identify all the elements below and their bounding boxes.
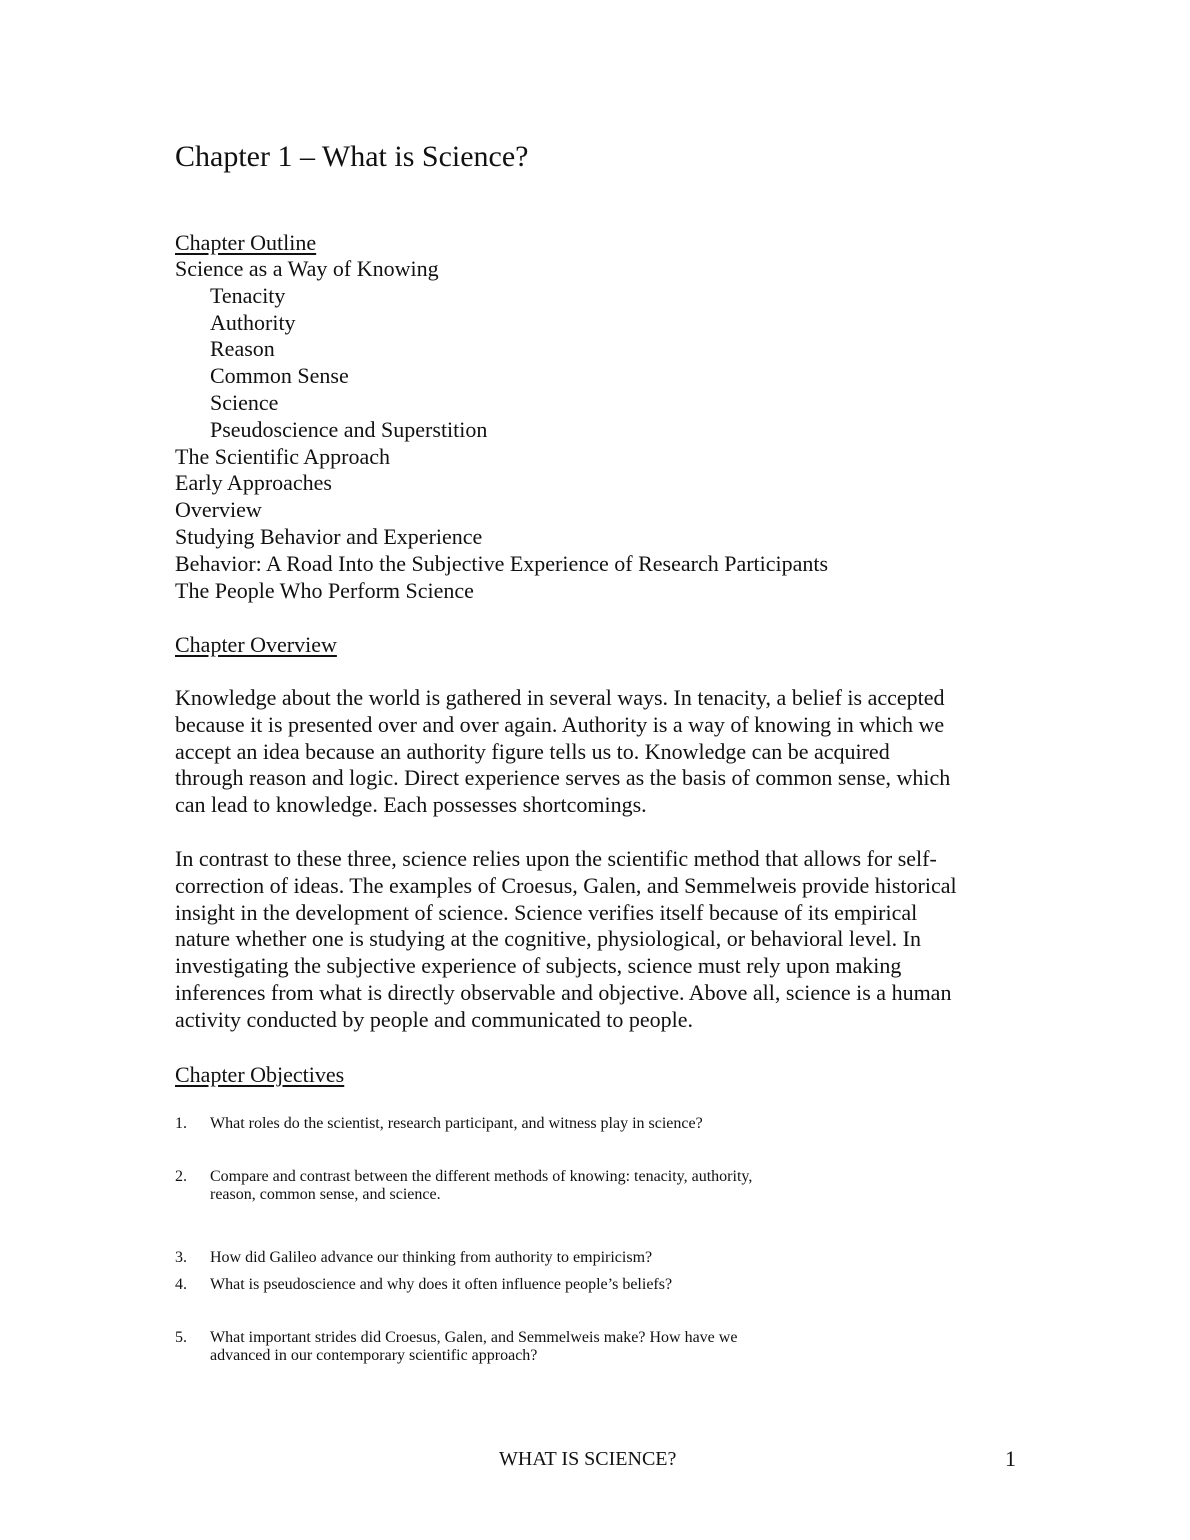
objective-item: [175, 1168, 1025, 1204]
outline-subitem: Pseudoscience and Superstition: [210, 416, 488, 442]
objective-item: [175, 1329, 1025, 1365]
outline-item: Behavior: A Road Into the Subjective Experience of Research Participants: [175, 550, 829, 576]
outline-subitem: Reason: [210, 336, 275, 362]
chapter-outline-list: [175, 256, 828, 604]
objective-number: 2.: [175, 1168, 187, 1185]
objective-line: How did Galileo advance our thinking from authority to empiricism?: [210, 1249, 653, 1266]
paragraph-line: In contrast to these three, science relies upon the scientific method that allows for self-: [175, 846, 937, 871]
overview-paragraph-2: [175, 846, 1020, 1034]
paragraph-line: inferences from what is directly observable and objective. Above all, science is a human: [175, 979, 952, 1005]
page-number: 1: [1005, 1446, 1016, 1471]
outline-item: Studying Behavior and Experience: [175, 523, 483, 549]
objective-text: [175, 1329, 1025, 1365]
paragraph-line: activity conducted by people and communicated to people.: [175, 1006, 694, 1032]
paragraph-line: nature whether one is studying at the cognitive, physiological, or behavioral level. In: [175, 926, 921, 952]
overview-heading: Chapter Overview: [175, 632, 337, 657]
outline-item: Overview: [175, 497, 262, 523]
paragraph-line: correction of ideas. The examples of Croesus, Galen, and Semmelweis provide historical: [175, 872, 957, 898]
paragraph-line: can lead to knowledge. Each possesses shortcomings.: [175, 792, 647, 818]
outline-subitem: Tenacity: [210, 282, 286, 308]
paragraph-line: through reason and logic. Direct experience serves as the basis of common sense, which: [175, 765, 951, 791]
overview-paragraph-1: [175, 685, 1020, 819]
objective-text: [175, 1249, 1025, 1267]
objective-text: [175, 1168, 1025, 1204]
objective-item: [175, 1115, 1025, 1133]
objective-line: What important strides did Croesus, Galen, and Semmelweis make? How have we: [210, 1329, 738, 1346]
page-title: Chapter 1 – What is Science?: [175, 140, 529, 173]
objective-line: What is pseudoscience and why does it often influence people’s beliefs?: [210, 1276, 673, 1293]
paragraph-line: because it is presented over and over again. Authority is a way of knowing in which we: [175, 711, 945, 737]
objective-line: advanced in our contemporary scientific approach?: [210, 1347, 538, 1364]
outline-subitem: Common Sense: [210, 363, 349, 389]
paragraph-line: accept an idea because an authority figure tells us to. Knowledge can be acquired: [175, 738, 890, 764]
objective-number: 4.: [175, 1276, 187, 1293]
objective-line: reason, common sense, and science.: [210, 1186, 441, 1203]
paragraph-line: investigating the subjective experience of subjects, science must rely upon making: [175, 953, 902, 979]
objective-number: 3.: [175, 1249, 187, 1266]
objective-line: What roles do the scientist, research participant, and witness play in science?: [210, 1115, 703, 1132]
outline-subitem: Authority: [210, 309, 296, 335]
objective-number: 5.: [175, 1329, 187, 1346]
outline-item: Early Approaches: [175, 470, 332, 496]
objectives-heading: Chapter Objectives: [175, 1062, 345, 1087]
paragraph-line: insight in the development of science. Science verifies itself because of its empirical: [175, 899, 918, 925]
outline-item: The Scientific Approach: [175, 443, 391, 469]
objective-number: 1.: [175, 1115, 187, 1132]
paragraph-line: Knowledge about the world is gathered in several ways. In tenacity, a belief is accepted: [175, 685, 945, 710]
outline-item: Science as a Way of Knowing: [175, 256, 439, 281]
objective-text: [175, 1115, 1025, 1133]
outline-heading: Chapter Outline: [175, 230, 317, 255]
objective-item: [175, 1249, 1025, 1267]
outline-item: The People Who Perform Science: [175, 577, 474, 603]
objective-item: [175, 1276, 1025, 1294]
outline-subitem: Science: [210, 389, 279, 415]
objective-text: [175, 1276, 1025, 1294]
running-footer-title: WHAT IS SCIENCE?: [499, 1448, 677, 1470]
objective-line: Compare and contrast between the different methods of knowing: tenacity, authority,: [210, 1168, 753, 1185]
